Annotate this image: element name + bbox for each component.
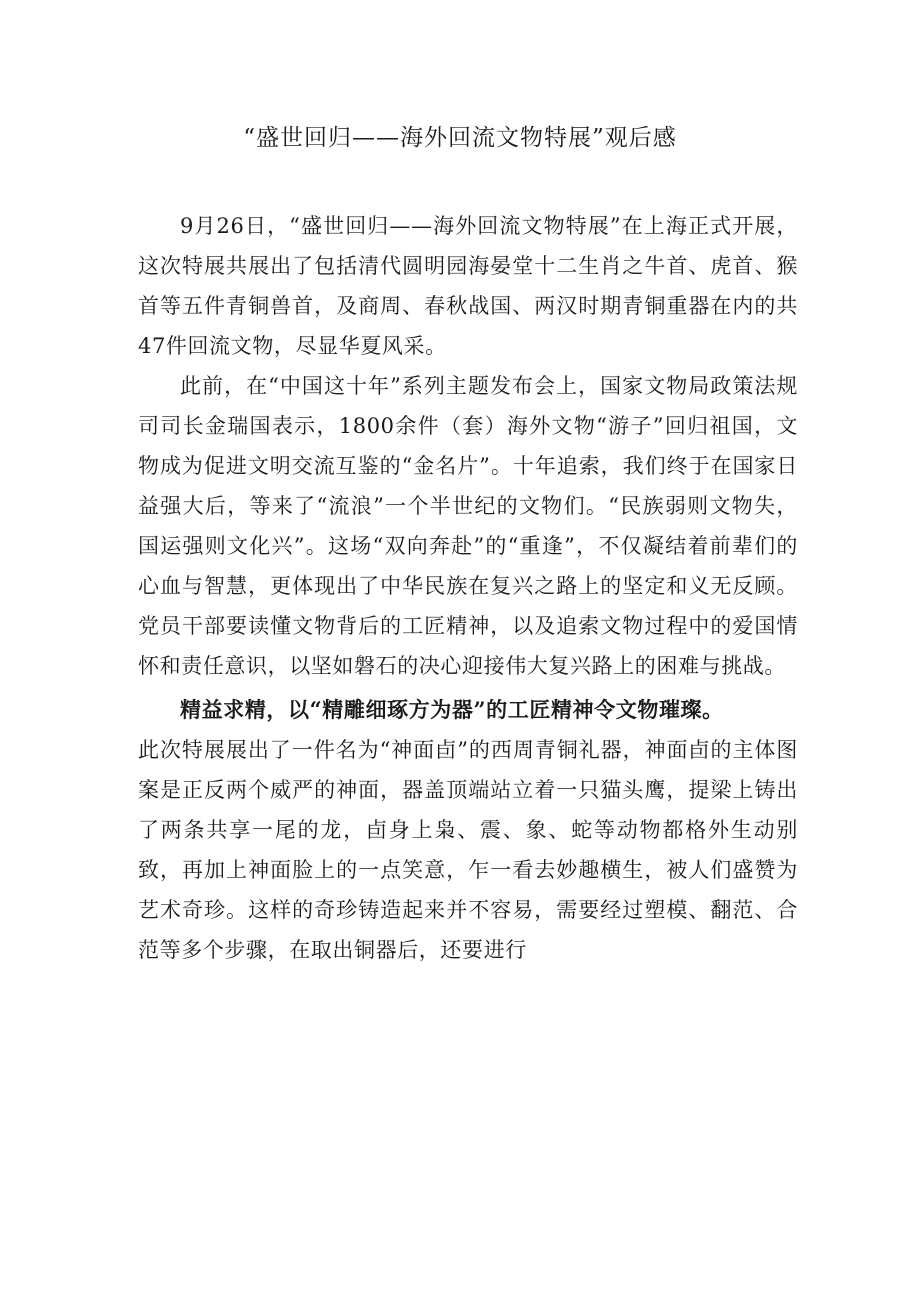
paragraph-1: 9月26日，“盛世回归——海外回流文物特展”在上海正式开展，这次特展共展出了包括清代圆明园海晏堂十二生肖之牛首、虎首、猴首等五件青铜兽首，及商周、春秋战国、两汉时期青铜重器在内的共47件回流文物，尽显华夏风采。 (138, 214, 798, 358)
section-heading: 精益求精，以“精雕细琢方为器”的工匠精神令文物璀璨。 (180, 697, 724, 722)
paragraph-2: 此前，在“中国这十年”系列主题发布会上，国家文物局政策法规司司长金瑞国表示，1800余件（套）海外文物“游子”回归祖国，文物成为促进文明交流互鉴的“金名片”。十年追索，我们终于在国家日益强大后，等来了“流浪”一个半世纪的文物们。“民族弱则文物失，国运强则文化兴”。这场“双向奔赴”的“重逢”，不仅凝结着前辈们的心血与智慧，更体现出了中华民族在复兴之路上的坚定和义无反顾。党员干部要读懂文物背后的工匠精神，以及追索文物过程中的爱国情怀和责任意识，以坚如磐石的决心迎接伟大复兴路上的困难与挑战。 (138, 374, 798, 678)
section-paragraph: 此次特展展出了一件名为“神面卣”的西周青铜礼器，神面卣的主体图案是正反两个威严的神面，器盖顶端站立着一只猫头鹰，提梁上铸出了两条共享一尾的龙，卣身上枭、震、象、蛇等动物都格外生动别致，再加上神面脸上的一点笑意，乍一看去妙趣横生，被人们盛赞为艺术奇珍。这样的奇珍铸造起来并不容易，需要经过塑模、翻范、合范等多个步骤，在取出铜器后，还要进行 (138, 738, 798, 962)
document-title: “盛世回归——海外回流文物特展”观后感 (243, 125, 677, 151)
document-body (138, 206, 798, 970)
